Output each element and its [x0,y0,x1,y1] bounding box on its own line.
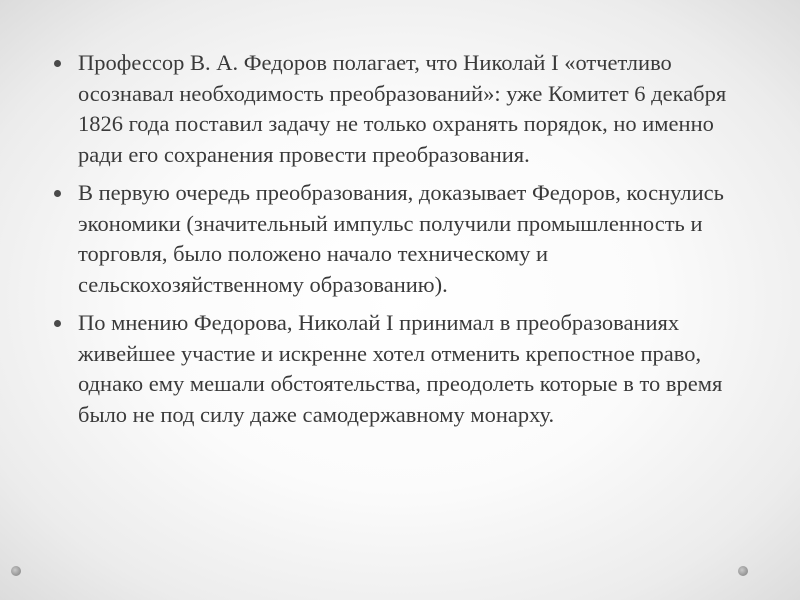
bullet-text: Профессор В. А. Федоров полагает, что Николай I «отчетливо осознавал необходимость преобразований»: уже Комитет 6 декабря 1826 года поставил задачу не только охранять порядок, но именно ради его сохранения провести преобразования. [78,50,727,167]
bullet-list [48,48,748,430]
corner-dot-right-icon [738,566,748,576]
bullet-item [48,178,748,300]
slide-content [48,48,748,438]
bullet-text: По мнению Федорова, Николай I принимал в преобразованиях живейшее участие и искренне хотел отменить крепостное право, однако ему мешали обстоятельства, преодолеть которые в то время было не под силу даже самодержавному монарху. [78,310,723,427]
bullet-item [48,48,748,170]
corner-dot-left-icon [11,566,21,576]
bullet-icon [54,60,61,67]
bullet-item [48,308,748,430]
bullet-icon [54,190,61,197]
bullet-icon [54,320,61,327]
bullet-text: В первую очередь преобразования, доказывает Федоров, коснулись экономики (значительный импульс получили промышленность и торговля, было положено начало техническому и сельскохозяйственному образованию). [78,180,724,297]
